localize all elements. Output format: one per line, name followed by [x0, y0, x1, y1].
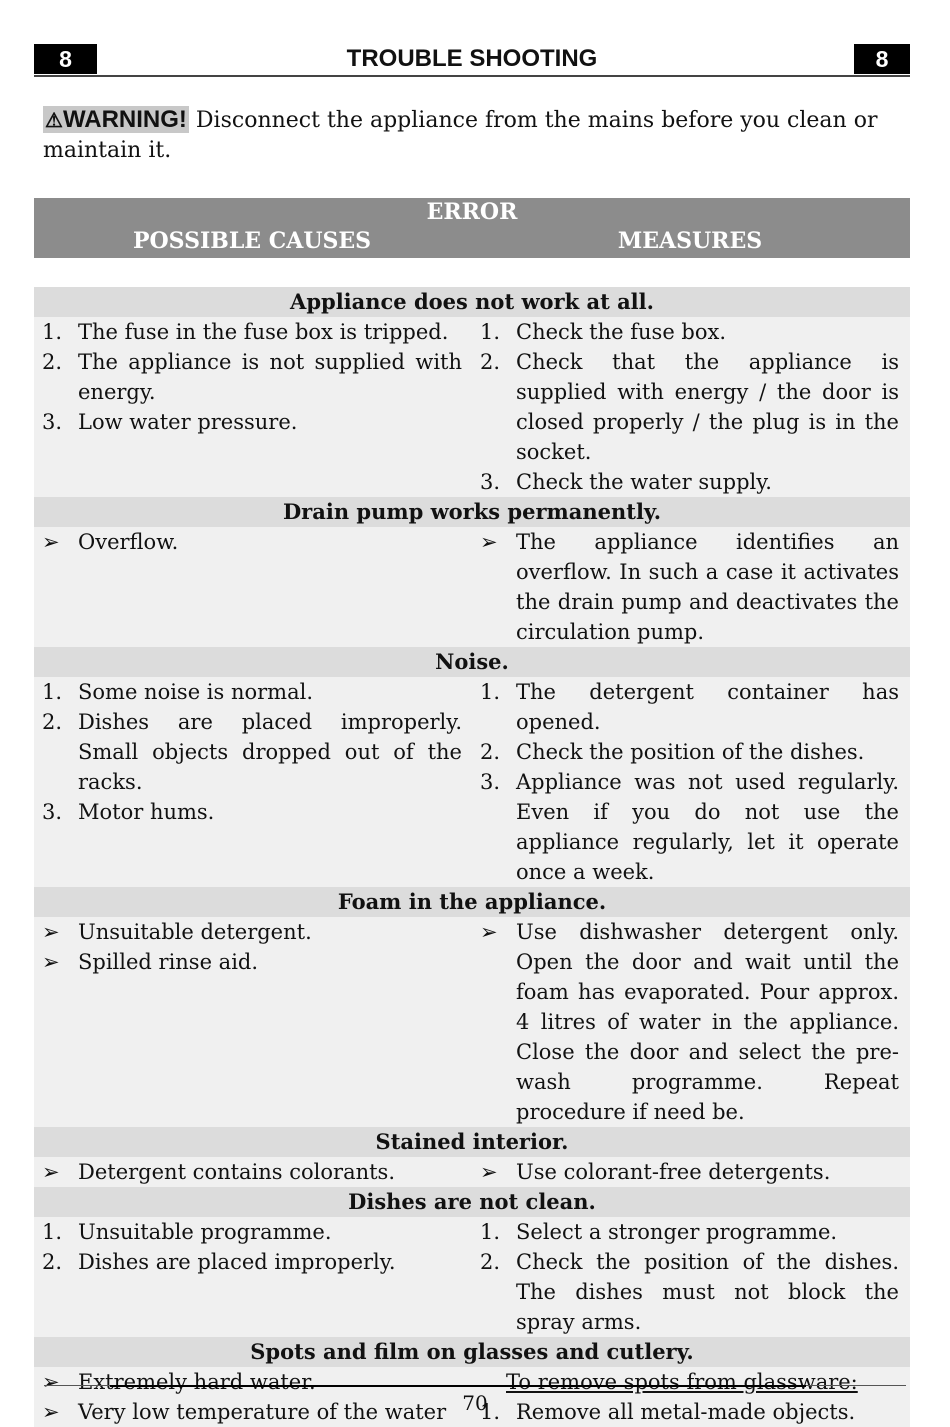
causes-column [34, 917, 470, 1127]
list-marker: 1. [480, 320, 501, 344]
chapter-number-left: 8 [34, 44, 97, 74]
section-row [34, 1217, 910, 1337]
header-possible-causes: POSSIBLE CAUSES [132, 228, 372, 254]
page-number: 70 [462, 1391, 488, 1415]
list-item [42, 1217, 462, 1247]
list-item [480, 1157, 899, 1187]
measures-column [470, 677, 910, 887]
list-marker: ➢ [42, 1160, 60, 1184]
list-marker: 1. [42, 320, 63, 344]
list-text: Spilled rinse aid. [78, 950, 259, 974]
section-row [34, 317, 910, 497]
list-marker: 2. [480, 1250, 501, 1274]
list-marker: ➢ [42, 950, 60, 974]
list-marker: 1. [480, 680, 501, 704]
list-text: Remove all metal-made objects. [516, 1400, 856, 1424]
list-item [480, 677, 899, 737]
list-item [480, 467, 899, 497]
list-text: Check the position of the dishes. The dishes must not block the spray arms. [516, 1250, 899, 1334]
list-marker: 2. [480, 350, 501, 374]
list-item [42, 947, 462, 977]
list-marker: ➢ [480, 920, 498, 944]
warning-triangle-icon: ⚠ [45, 110, 63, 132]
list-item [42, 1157, 462, 1187]
list-marker: ➢ [42, 1400, 60, 1424]
list-marker: 2. [42, 1250, 63, 1274]
troubleshooting-table [34, 287, 910, 1427]
list-text: Motor hums. [78, 800, 215, 824]
list-item [42, 707, 462, 797]
measures-column [470, 527, 910, 647]
list-item [480, 737, 899, 767]
header-measures: MEASURES [617, 228, 763, 254]
section-title: Noise. [34, 647, 910, 677]
section-title: Foam in the appliance. [34, 887, 910, 917]
list-item [480, 347, 899, 467]
list-item [480, 527, 899, 647]
section-row [34, 1157, 910, 1187]
measures-column [470, 1217, 910, 1337]
list-marker: 3. [42, 410, 63, 434]
list-marker: ➢ [480, 1160, 498, 1184]
list-item [42, 917, 462, 947]
list-text: Check the fuse box. [516, 320, 727, 344]
list-text: Check that the appliance is supplied with energy / the door is closed properly / the plug is in the socket. [516, 350, 899, 464]
list-marker: 3. [480, 470, 501, 494]
list-text: Unsuitable detergent. [78, 920, 312, 944]
list-text: Very low temperature of the water [78, 1400, 447, 1424]
header-error: ERROR [426, 199, 518, 225]
list-item [42, 347, 462, 407]
page-header [34, 44, 910, 77]
list-text: Some noise is normal. [78, 680, 314, 704]
measures-column [470, 317, 910, 497]
measures-column [470, 1157, 910, 1187]
list-text: Dishes are placed improperly. [78, 1250, 396, 1274]
list-item [42, 407, 462, 437]
causes-column [34, 527, 470, 647]
section-row [34, 917, 910, 1127]
list-text: Check the position of the dishes. [516, 740, 865, 764]
causes-column [34, 317, 470, 497]
list-text: The detergent container has opened. [516, 680, 899, 734]
list-item [480, 767, 899, 887]
list-marker: 1. [480, 1400, 501, 1424]
list-marker: 3. [480, 770, 501, 794]
list-item [42, 1247, 462, 1277]
warning-notice [43, 105, 903, 166]
list-text: Appliance was not used regularly. Even if you do not use the appliance regularly, let it operate once a week. [516, 770, 899, 884]
list-item [480, 1217, 899, 1247]
page-title: TROUBLE SHOOTING [346, 45, 598, 72]
section-title: Appliance does not work at all. [34, 287, 910, 317]
section-title: Spots and film on glasses and cutlery. [34, 1337, 910, 1367]
list-text: Select a stronger programme. [516, 1220, 838, 1244]
list-item [42, 527, 462, 557]
list-marker: 1. [480, 1220, 501, 1244]
list-text: The appliance is not supplied with energy. [78, 350, 462, 404]
list-text: To remove spots from glassware: [506, 1370, 858, 1394]
list-item [480, 1247, 899, 1337]
list-marker: ➢ [42, 1370, 60, 1394]
warning-label: WARNING! [62, 106, 187, 133]
section-title: Dishes are not clean. [34, 1187, 910, 1217]
list-marker: 1. [42, 680, 63, 704]
list-text: Extremely hard water. [78, 1370, 316, 1394]
list-item [42, 317, 462, 347]
list-text: Use colorant-free detergents. [516, 1160, 831, 1184]
list-item [480, 317, 899, 347]
warning-text: Disconnect the appliance from the mains before you clean or maintain it. [43, 108, 878, 163]
list-text: Unsuitable programme. [78, 1220, 332, 1244]
list-text: The appliance identifies an overflow. In such a case it activates the drain pump and deactivates the circulation pump. [516, 530, 899, 644]
list-marker: 1. [42, 1220, 63, 1244]
footer-rule [44, 1385, 906, 1386]
list-marker: 2. [480, 740, 501, 764]
causes-column [34, 1217, 470, 1337]
list-text: Detergent contains colorants. [78, 1160, 395, 1184]
list-marker: 2. [42, 350, 63, 374]
table-header [34, 198, 910, 258]
list-marker: 2. [42, 710, 63, 734]
list-text: Dishes are placed improperly. Small objects dropped out of the racks. [78, 710, 462, 794]
causes-column [34, 677, 470, 887]
list-text: Overflow. [78, 530, 179, 554]
list-text: Low water pressure. [78, 410, 298, 434]
section-row [34, 677, 910, 887]
list-text: The fuse in the fuse box is tripped. [78, 320, 449, 344]
list-item [480, 917, 899, 1127]
list-marker: ➢ [42, 530, 60, 554]
list-text: Use dishwasher detergent only. Open the door and wait until the foam has evaporated. Pour approx. 4 litres of water in the appliance. Close the door and select the pre-wash programme. Repeat procedure if need be. [516, 920, 899, 1124]
list-marker: ➢ [480, 530, 498, 554]
section-row [34, 527, 910, 647]
list-text: Check the water supply. [516, 470, 772, 494]
list-marker: ➢ [42, 920, 60, 944]
causes-column [34, 1157, 470, 1187]
measures-column [470, 917, 910, 1127]
list-item [42, 677, 462, 707]
warning-badge [43, 106, 189, 133]
section-title: Drain pump works permanently. [34, 497, 910, 527]
list-item [42, 797, 462, 827]
section-title: Stained interior. [34, 1127, 910, 1157]
list-marker: 3. [42, 800, 63, 824]
chapter-number-right: 8 [854, 44, 910, 74]
